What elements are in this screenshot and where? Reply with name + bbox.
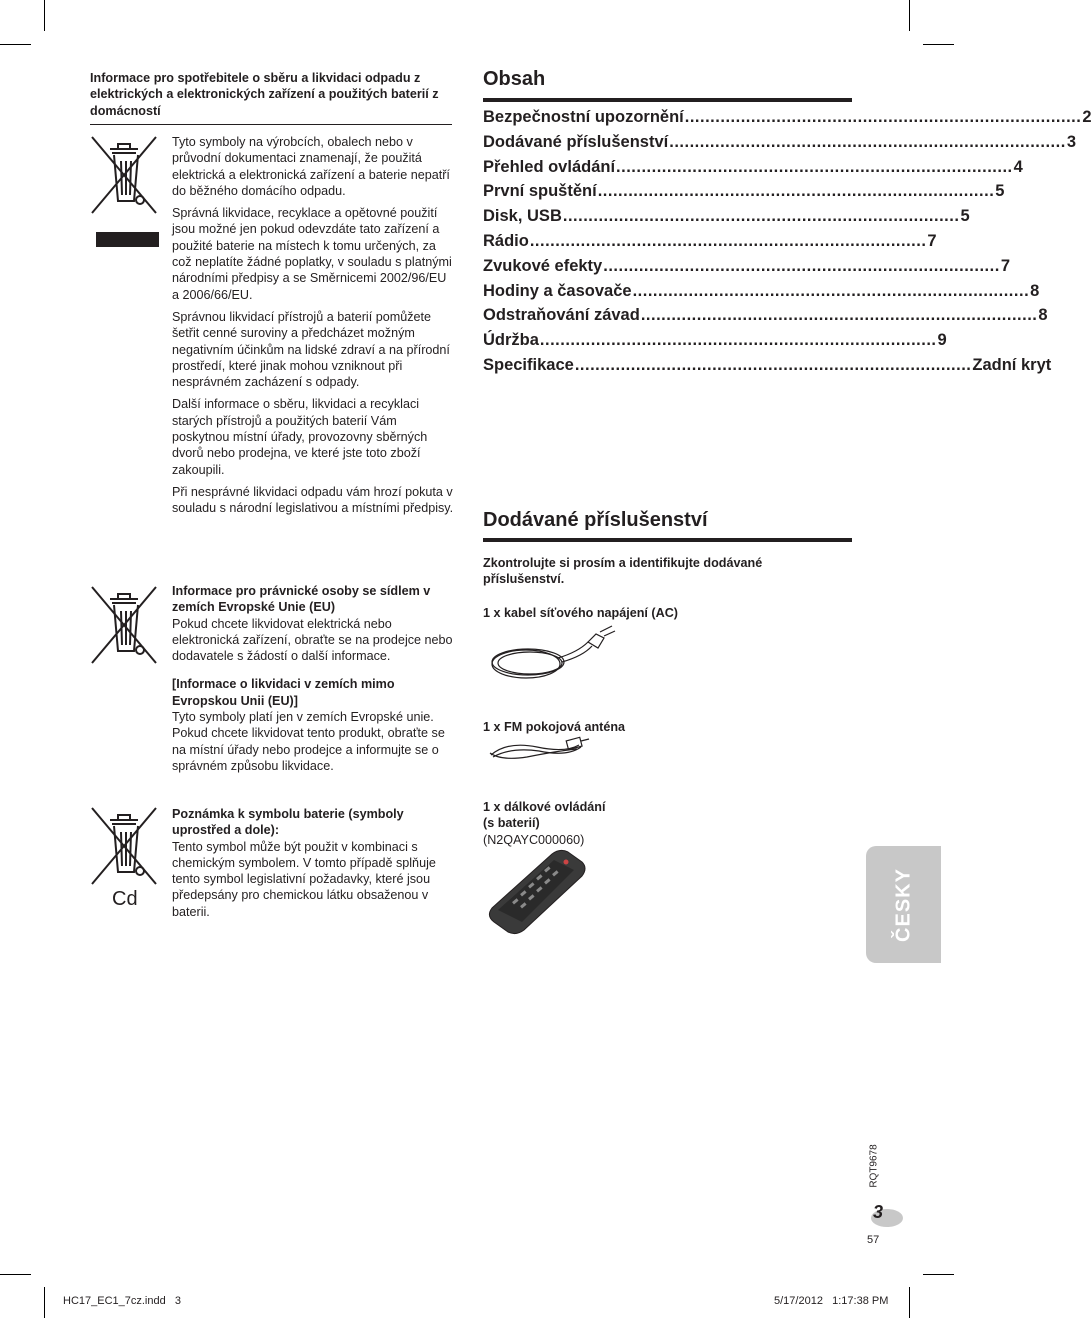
toc-page: 2 (1082, 108, 1092, 126)
toc-dots: .............................................................................. (603, 256, 1000, 275)
paragraph: Tento symbol může být použit v kombinaci s chemickým symbolem. V tomto případě splňuje tento symbol legislativní požadavky, které jsou předepsány pro chemickou látku obsaženou v baterii. (172, 839, 436, 919)
toc-entry[interactable] (483, 231, 937, 257)
accessory-remote (483, 799, 606, 848)
black-bar (96, 232, 159, 247)
language-tab-label: ČESKY (892, 867, 914, 942)
ac-cable-image (488, 622, 618, 684)
paragraph: Správnou likvidací přístrojů a baterií pomůžete šetřit cenné suroviny a předcházet možným negativním účinkům na lidské zdraví a na přírodní prostředí, které jinak mohou vzniknout při nesprávném zacházení s odpady. (172, 309, 450, 390)
toc-dots: .............................................................................. (632, 281, 1030, 300)
paragraph: Tyto symboly na výrobcích, obalech nebo v průvodní dokumentaci znamenají, že použitá elektrická a elektronická zařízení a baterie nepatří do běžného domácího odpadu. (172, 135, 450, 198)
accessories-title: Dodávané příslušenství (483, 509, 708, 531)
remote-control-image (486, 848, 588, 936)
toc-page: 5 (995, 182, 1005, 201)
page-sub-number: 57 (867, 1234, 880, 1246)
toc-rule (483, 98, 852, 102)
battery-note-title: Poznámka k symbolu baterie (symboly uprostřed a dole): (172, 807, 404, 838)
toc-entry[interactable] (483, 355, 1052, 381)
accessory-fm-antenna: 1 x FM pokojová anténa (483, 720, 626, 734)
toc-page: 3 (1066, 132, 1076, 151)
legal-entity-block (172, 583, 454, 780)
paragraph: Pokud chcete likvidovat elektrická nebo elektronická zařízení, obraťte se na prodejce nebo dodavatele s žádostí o další informace. (172, 616, 453, 664)
toc-entry[interactable] (483, 331, 947, 356)
crop-mark (909, 1287, 910, 1318)
legal-entity-title: Informace pro právnické osoby se sídlem v zemích Evropské Unie (EU) (172, 584, 431, 615)
crop-mark (44, 0, 45, 31)
paragraph: Tyto symboly platí jen v zemích Evropské unie. Pokud chcete likvidovat tento produkt, obraťte se na místní úřady nebo prodejce a informujte se o správném způsobu likvidace. (172, 710, 445, 773)
toc-label: Hodiny a časovače (483, 281, 632, 300)
toc-entry[interactable] (483, 157, 1023, 183)
footer-file: HC17_EC1_7cz.indd 3 (63, 1295, 182, 1307)
disposal-header: Informace pro spotřebitele o sběru a likvidaci odpadu z elektrických a elektronických zařízení a použitých baterií z domácností (90, 71, 439, 118)
toc-page: 7 (927, 231, 937, 250)
crop-mark (909, 0, 910, 31)
paragraph: Další informace o sběru, likvidaci a recyklaci starých přístrojů a použitých baterií Vám poskytnou místní úřady, provozovny sběrných dvorů nebo prodejna, ve které jste toto zboží zakoupili. (172, 397, 428, 477)
crossed-bin-icon (88, 135, 160, 221)
toc-label: První spuštění (483, 182, 597, 201)
accessory-ac-cable: 1 x kabel síťového napájení (AC) (483, 606, 678, 620)
toc-entry[interactable] (483, 281, 1040, 307)
toc-page: 8 (1038, 306, 1048, 325)
crop-mark (0, 44, 31, 45)
toc-page: 5 (960, 207, 970, 226)
toc-entry[interactable] (483, 108, 1092, 133)
toc-entry[interactable] (483, 132, 1076, 158)
toc-page: 8 (1030, 281, 1040, 300)
toc-entry[interactable] (483, 306, 1048, 331)
paragraph: Správná likvidace, recyklace a opětovné použití jsou možné jen pokud odevzdáte tato zařízení a použité baterie na místech k tomu určených, za což neplatíte žádné poplatky, v souladu s platnými národními předpisy a se Směrnicemi 2002/96/EU a 2006/66/EU. (172, 206, 452, 302)
toc-label: Přehled ovládání (483, 157, 616, 176)
toc-dots: .............................................................................. (529, 231, 927, 250)
crop-mark (0, 1274, 31, 1275)
toc-title: Obsah (483, 68, 546, 90)
toc-dots: .............................................................................. (574, 355, 972, 374)
toc-label: Bezpečnostní upozornění (483, 108, 684, 126)
toc-entry[interactable] (483, 207, 970, 232)
paragraph: Při nesprávné likvidaci odpadu vám hrozí pokuta v souladu s národní legislativou a místními předpisy. (172, 484, 454, 516)
toc-entry[interactable] (483, 182, 1005, 207)
toc-page: 9 (937, 331, 947, 350)
crossed-bin-icon (88, 585, 160, 671)
toc-dots: .............................................................................. (640, 306, 1038, 325)
toc-list (483, 108, 1092, 381)
battery-note-block (172, 806, 454, 926)
document-code-text: RQT9678 (868, 1144, 880, 1188)
page-number: 3 (873, 1202, 884, 1222)
crop-mark (44, 1287, 45, 1318)
page-number-badge (866, 1204, 904, 1228)
header-divider (90, 124, 452, 125)
toc-entry[interactable] (483, 256, 1010, 282)
toc-dots: .............................................................................. (539, 331, 937, 350)
remote-battery-label: (s baterií) (483, 816, 540, 831)
accessories-rule (483, 538, 852, 542)
toc-label: Disk, USB (483, 207, 562, 226)
disposal-text-block (172, 134, 454, 523)
non-eu-title: [Informace o likvidaci v zemích mimo Evropskou Unii (EU)] (172, 677, 395, 708)
toc-page: 7 (1000, 256, 1010, 275)
toc-label: Údržba (483, 331, 539, 350)
crossed-bin-icon (88, 806, 160, 892)
toc-label: Dodávané příslušenství (483, 132, 669, 151)
toc-label: Odstraňování závad (483, 306, 640, 325)
toc-dots: .............................................................................. (597, 182, 995, 201)
toc-label: Specifikace (483, 355, 574, 374)
remote-label: 1 x dálkové ovládání (483, 800, 606, 814)
document-code (866, 1138, 882, 1194)
toc-dots: .............................................................................. (562, 207, 960, 226)
fm-antenna-image (487, 735, 592, 765)
language-tab (866, 846, 941, 963)
accessories-intro: Zkontrolujte si prosím a identifikujte dodávané příslušenství. (483, 556, 763, 587)
toc-dots: .............................................................................. (616, 157, 1013, 176)
crop-mark (923, 44, 954, 45)
toc-page: 4 (1013, 157, 1023, 176)
toc-label: Zvukové efekty (483, 256, 603, 275)
footer-date: 5/17/2012 1:17:38 PM (774, 1295, 889, 1307)
remote-model: (N2QAYC000060) (483, 832, 585, 847)
toc-label: Rádio (483, 231, 529, 250)
toc-dots: .............................................................................. (669, 132, 1066, 151)
toc-page: Zadní kryt (972, 355, 1052, 374)
crop-mark (923, 1274, 954, 1275)
cadmium-label: Cd (112, 888, 138, 910)
toc-dots: .............................................................................. (684, 108, 1082, 126)
